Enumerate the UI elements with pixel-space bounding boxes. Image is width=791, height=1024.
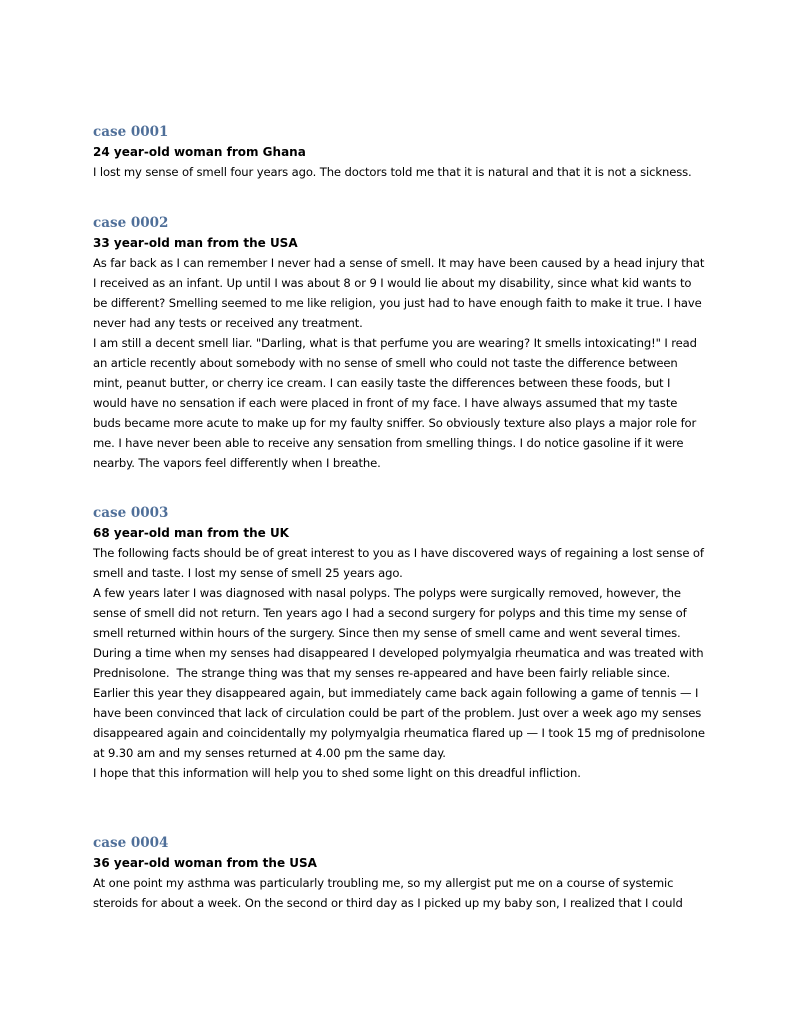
case-paragraph: I am still a decent smell liar. "Darling, what is that perfume you are wearing? It smells intoxicating!" I read an article recently about somebody with no sense of smell who could not taste the difference between mint, peanut butter, or cherry ice cream. I can easily taste the differences between these foods, but I would have no sensation if each were placed in front of my face. I have always assumed that my taste buds became more acute to make up for my faulty sniffer. So obviously texture also plays a major role for me. I have never been able to receive any sensation from smelling things. I do notice gasoline if it were nearby. The vapors feel differently when I breathe. xyxy=(93,336,701,470)
case-entry xyxy=(93,833,705,913)
case-paragraph: As far back as I can remember I never had a sense of smell. It may have been caused by a head injury that I received as an infant. Up until I was about 8 or 9 I would lie about my disability, since what kid wants to be different? Smelling seemed to me like religion, you just had to have enough faith to make it true. I have never had any tests or received any treatment. xyxy=(93,256,708,330)
case-title: case 0002 xyxy=(93,215,169,231)
case-paragraph: A few years later I was diagnosed with nasal polyps. The polyps were surgically removed, however, the sense of smell did not return. Ten years ago I had a second surgery for polyps and this time my sense of smell returned within hours of the surgery. Since then my sense of smell came and went several times. During a time when my senses had disappeared I developed polymyalgia rheumatica and was treated with Prednisolone. The strange thing was that my senses re-appeared and have been fairly reliable since. xyxy=(93,586,708,680)
case-entry xyxy=(93,503,709,783)
case-title: case 0001 xyxy=(93,124,169,140)
case-subtitle: 33 year-old man from the USA xyxy=(93,236,298,250)
case-paragraph: At one point my asthma was particularly troubling me, so my allergist put me on a course of systemic steroids for about a week. On the second or third day as I picked up my baby son, I realized that I could xyxy=(93,876,683,910)
case-entry xyxy=(93,213,708,473)
case-paragraph: Earlier this year they disappeared again, but immediately came back again following a game of tennis — I have been convinced that lack of circulation could be part of the problem. Just over a week ago my senses disappeared again and coincidentally my polymyalgia rheumatica flared up — I took 15 mg of prednisolone at 9.30 am and my senses returned at 4.00 pm the same day. xyxy=(93,686,709,760)
case-paragraph: I lost my sense of smell four years ago. The doctors told me that it is natural and that it is not a sickness. xyxy=(93,165,692,179)
case-paragraph: The following facts should be of great interest to you as I have discovered ways of regaining a lost sense of smell and taste. I lost my sense of smell 25 years ago. xyxy=(93,546,708,580)
case-subtitle: 36 year-old woman from the USA xyxy=(93,856,317,870)
case-title: case 0004 xyxy=(93,835,169,851)
case-entry xyxy=(93,122,705,182)
case-title: case 0003 xyxy=(93,505,169,521)
case-subtitle: 68 year-old man from the UK xyxy=(93,526,289,540)
case-paragraph: I hope that this information will help you to shed some light on this dreadful infliction. xyxy=(93,766,581,780)
case-subtitle: 24 year-old woman from Ghana xyxy=(93,145,306,159)
